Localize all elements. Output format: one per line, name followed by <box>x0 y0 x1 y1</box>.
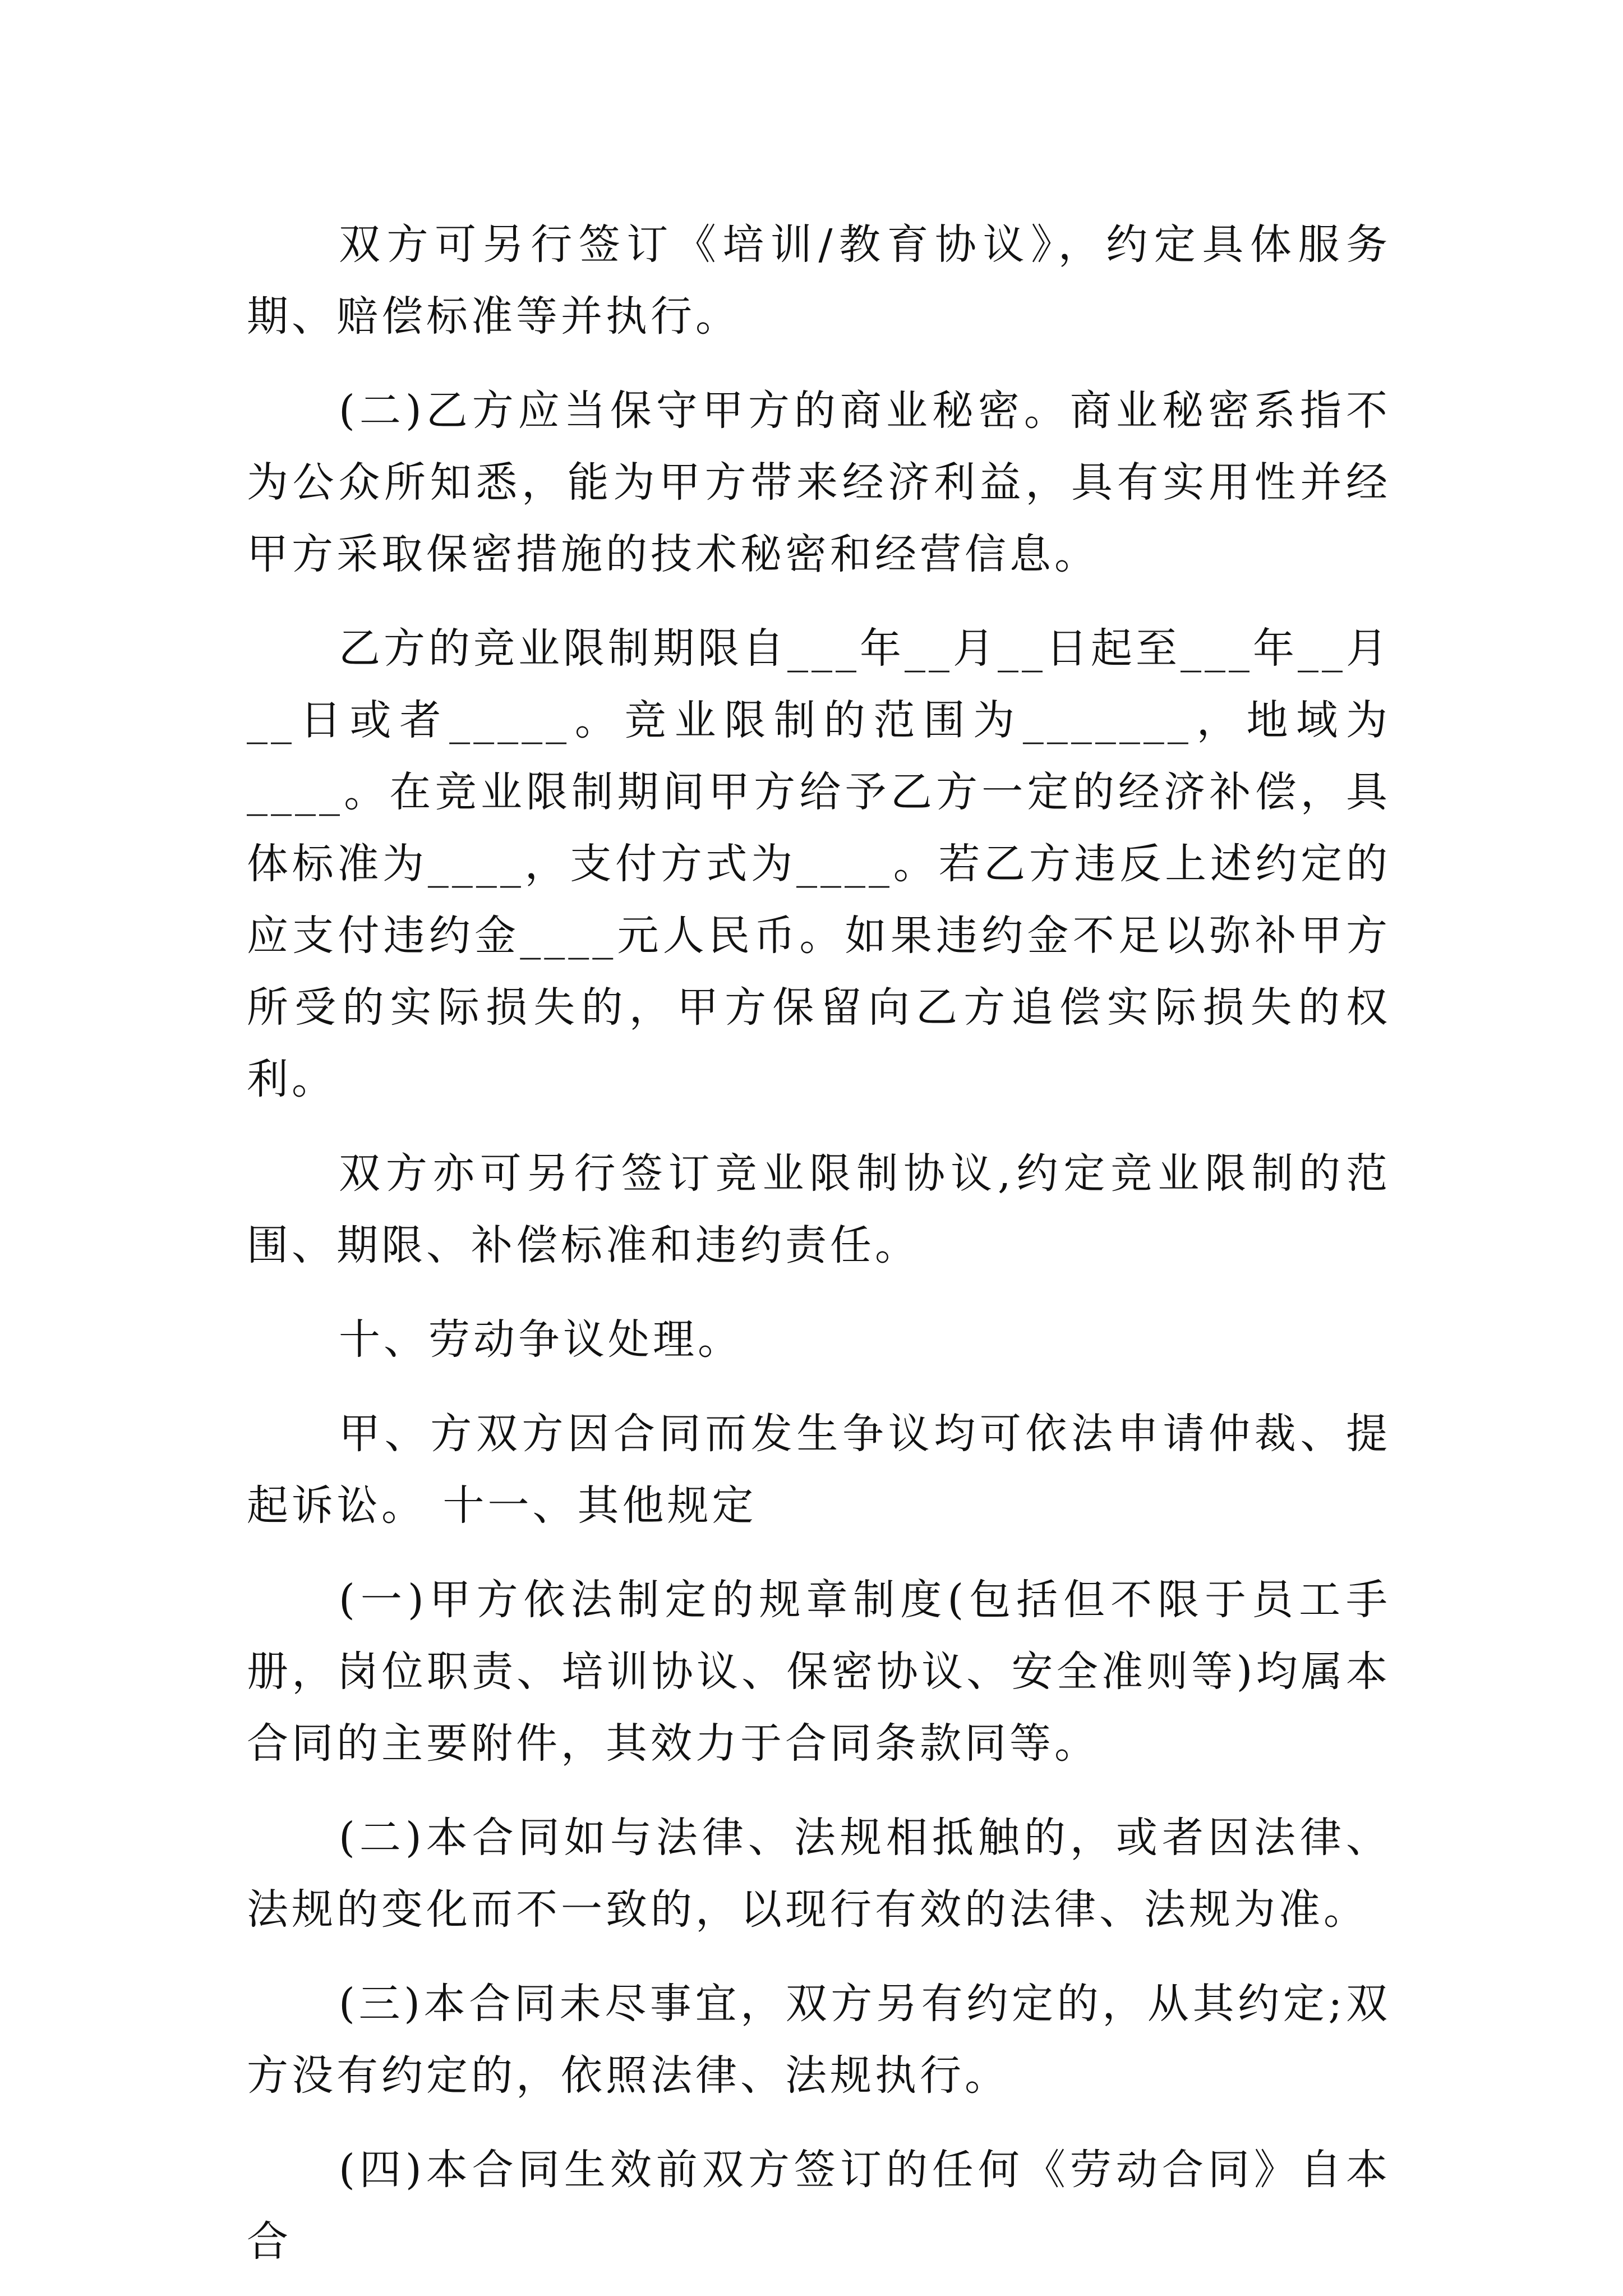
paragraph-legal-conflict: (二)本合同如与法律、法规相抵触的，或者因法律、法规的变化而不一致的，以现行有效的法律、法规为准。 <box>247 1814 1391 1934</box>
paragraph-rules-and-regulations: (一)甲方依法制定的规章制度(包括但不限于员工手册，岗位职责、培训协议、保密协议、安全准则等)均属本合同的主要附件，其效力于合同条款同等。 <box>247 1576 1391 1768</box>
paragraph-non-compete-agreement: 双方亦可另行签订竞业限制协议,约定竞业限制的范围、期限、补偿标准和违约责任。 <box>247 1149 1391 1269</box>
paragraph-trade-secrets: (二)乙方应当保守甲方的商业秘密。商业秘密系指不为公众所知悉，能为甲方带来经济利益，具有实用性并经甲方采取保密措施的技术秘密和经营信息。 <box>247 386 1391 578</box>
paragraph-training-agreement: 双方可另行签订《培训/教育协议》，约定具体服务期、赔偿标准等并执行。 <box>247 220 1391 341</box>
paragraph-dispute-resolution: 甲、方双方因合同而发生争议均可依法申请仲裁、提起诉讼。 十一、其他规定 <box>247 1410 1391 1530</box>
paragraph-prior-contracts: (四)本合同生效前双方签订的任何《劳动合同》自本合 <box>247 2146 1391 2266</box>
paragraph-non-compete-terms: 乙方的竞业限制期限自___年__月__日起至___年__月__日或者_____。竞业限制的范围为_______，地域为____。在竞业限制期间甲方给予乙方一定的经济补偿，具体标准为____，支付方式为____。若乙方违反上述约定的应支付违约金____元人民币。如果违约金不足以弥补甲方所受的实际损失的，甲方保留向乙方追偿实际损失的权利。 <box>247 624 1391 1103</box>
section-heading-labor-dispute: 十、劳动争议处理。 <box>339 1315 743 1364</box>
paragraph-unspecified-matters: (三)本合同未尽事宜，双方另有约定的，从其约定;双方没有约定的，依照法律、法规执行。 <box>247 1980 1391 2100</box>
document-body <box>247 209 1391 2277</box>
